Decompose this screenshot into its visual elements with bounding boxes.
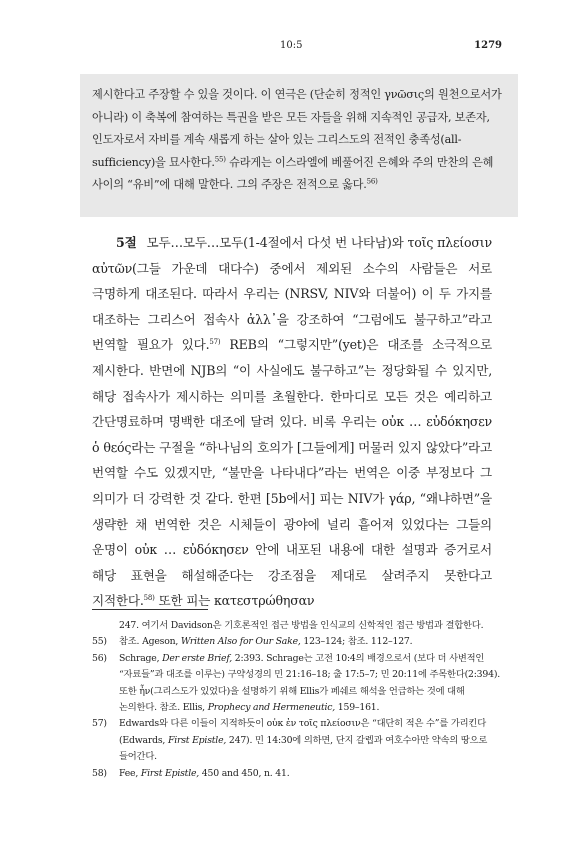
running-head-chapter: 10:5 (280, 40, 303, 51)
footnotes (92, 618, 502, 782)
footnote-title: First Epistle, (140, 767, 200, 779)
verse-5-paragraph (92, 230, 492, 614)
footnote-continuation: 247. 여기서 Davidson은 기호론적인 접근 방법을 인식교의 신학적인 접근 방법과 결합한다. (119, 620, 484, 631)
footnote-number: 55) (92, 636, 107, 648)
footnote-title: Written Also for Our Sake, (180, 636, 301, 648)
shaded-paragraph (92, 84, 506, 197)
footnote-title: First Epistle, (167, 734, 227, 746)
footnote-number: 56) (92, 652, 107, 664)
footnote-ref-57[interactable]: 57) (209, 338, 221, 347)
footnote-title: Der erste Brief, (162, 652, 233, 664)
footnote-text: Edwards와 다른 이들이 지적하듯이 οὐκ ἐν τοῖς πλείοσιν은 “대단히 적은 수”를 가리킨다 (Edwards, (119, 718, 486, 746)
shaded-continuation-box (80, 74, 518, 217)
footnote-text: 123–124; 참조. 112–127. (300, 636, 413, 648)
footnote-56 (92, 651, 502, 717)
body-text-3: 또한 피는 κατεστρώθησαν (154, 593, 315, 609)
footnote-text: 159–161. (335, 702, 380, 714)
footnote-ref-58[interactable]: 58) (143, 594, 155, 603)
footnote-text: 2:393. Schrage는 고전 10:4의 배경으로서 (보다 더 사변적인 “자료들”과 대조를 이루는) 구약성경의 민 21:16–18; 출 17:5–7; 민 20:11에 주목한다(2:394). 또한 ἦν(그리스도가 있었다)을 설명하기 위해 Ellis가 페쉐르 해석을 언급하는 것에 대해 논의한다. 참조. Ellis, (119, 652, 501, 714)
shaded-text-1: 제시한다고 주장할 수 있을 것이다. 이 연극은 (단순히 정적인 γνῶσις의 원천으로서가 아니라) 이 축복에 참여하는 특권을 받은 모든 자들을 위해 지속적인 공급자, 보존자, 인도자로서 자비를 계속 새롭게 하는 살아 있는 그리스도의 전적인 충족성(all-sufficiency)을 묘사한다. (92, 88, 502, 169)
body-text-1: 모두…모두…모두(1-4절에서 다섯 번 나타남)와 τοῖς πλείοσιν αὐτῶν(그들 가운데 대다수) 중에서 제외된 소수의 사람들은 서로 극명하게 대조된다. 따라서 우리는 (NRSV, NIV와 더불어) 이 두 가지를 대조하는 그리스어 접속사 ἀλλ᾽을 강조하여 “그럼에도 불구하고”라고 번역할 필요가 있다. (92, 235, 492, 353)
footnote-ref-55[interactable]: 55) (214, 155, 226, 164)
main-text (92, 230, 492, 614)
footnote-text: 450 and 450, n. 41. (199, 767, 290, 779)
footnote-title: Prophecy and Hermeneutic, (207, 702, 336, 714)
footnote-ref-56[interactable]: 56) (366, 177, 378, 186)
body-text-2: REB의 “그렇지만”(yet)은 대조를 소극적으로 제시한다. 반면에 NJB의 “이 사실에도 불구하고”는 정당화될 수 있지만, 해당 접속사가 제시하는 의미를 초월한다. 한마디로 모든 것은 예리하고 간단명료하며 명백한 대조에 달려 있다. 비록 우리는 οὐκ … εὐδόκησεν ὁ θεός라는 구절을 “하나님의 호의가 [그들에게] 머물러 있지 않았다”라고 번역할 수도 있겠지만, “불만을 나타내다”라는 번역은 이중 부정보다 그 의미가 더 강력한 것 같다. 한편 [5b에서] 피는 NIV가 γάρ, “왜냐하면”을 생략한 채 번역한 것은 시체들이 광야에 널리 흩어져 있었다는 그들의 운명이 οὐκ … εὐδόκησεν 안에 내포된 내용에 대한 설명과 증거로서 해당 표현을 해설해준다는 강조점을 제대로 살려주지 못한다고 지적한다. (92, 337, 492, 609)
footnote-55 (92, 634, 502, 650)
footnote-text: 참조. Ageson, (119, 636, 181, 648)
footnote-text: 247). 민 14:30에 의하면, 단지 갈렙과 여호수아만 약속의 땅으로 들어간다. (119, 734, 488, 763)
running-head (0, 40, 574, 56)
footnote-number: 57) (92, 718, 107, 730)
footnote-number: 58) (92, 767, 107, 779)
shaded-text-2: 슈라게는 이스라엘에 베풀어진 은혜와 주의 만찬의 은혜 사이의 “유비”에 대해 말한다. 그의 주장은 전적으로 옳다. (92, 155, 494, 192)
footnote-text: Schrage, (119, 652, 163, 664)
footnote-text: Fee, (119, 767, 141, 779)
footnote-separator (92, 609, 208, 610)
page-number: 1279 (474, 40, 502, 51)
footnote-58 (92, 766, 502, 782)
verse-label: 5절 (116, 235, 137, 250)
footnote-57 (92, 716, 502, 765)
